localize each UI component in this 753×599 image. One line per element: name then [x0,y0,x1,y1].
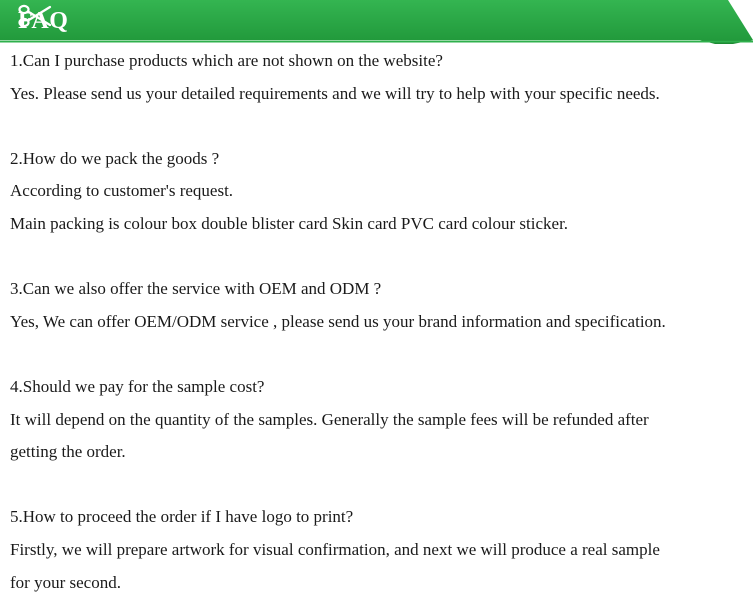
scissors-icon [18,4,52,28]
spacer [10,338,750,371]
faq-question-5: 5.How to proceed the order if I have logo to print? [10,501,750,534]
banner-title [18,4,68,38]
faq-answer-2-line-2: Main packing is colour box double blister card Skin card PVC card colour sticker. [10,208,750,241]
faq-banner [0,0,753,44]
faq-question-4: 4.Should we pay for the sample cost? [10,371,750,404]
faq-question-1: 1.Can I purchase products which are not shown on the website? [10,45,750,78]
faq-question-3: 3.Can we also offer the service with OEM and ODM ? [10,273,750,306]
faq-question-2: 2.How do we pack the goods ? [10,143,750,176]
spacer [10,469,750,502]
faq-answer-1-line-1: Yes. Please send us your detailed requirements and we will try to help with your specific needs. [10,78,750,111]
spacer [10,110,750,143]
banner-background [0,0,753,44]
faq-answer-4-line-1: It will depend on the quantity of the samples. Generally the sample fees will be refunded after [10,404,750,437]
faq-answer-4-line-2: getting the order. [10,436,750,469]
faq-answer-3-line-1: Yes, We can offer OEM/ODM service , please send us your brand information and specification. [10,306,750,339]
faq-list [10,45,750,599]
spacer [10,241,750,274]
faq-answer-2-line-1: According to customer's request. [10,175,750,208]
faq-answer-5-line-2: for your second. [10,567,750,599]
faq-answer-5-line-1: Firstly, we will prepare artwork for visual confirmation, and next we will produce a real sample [10,534,750,567]
page-title: FAQ [18,8,68,35]
